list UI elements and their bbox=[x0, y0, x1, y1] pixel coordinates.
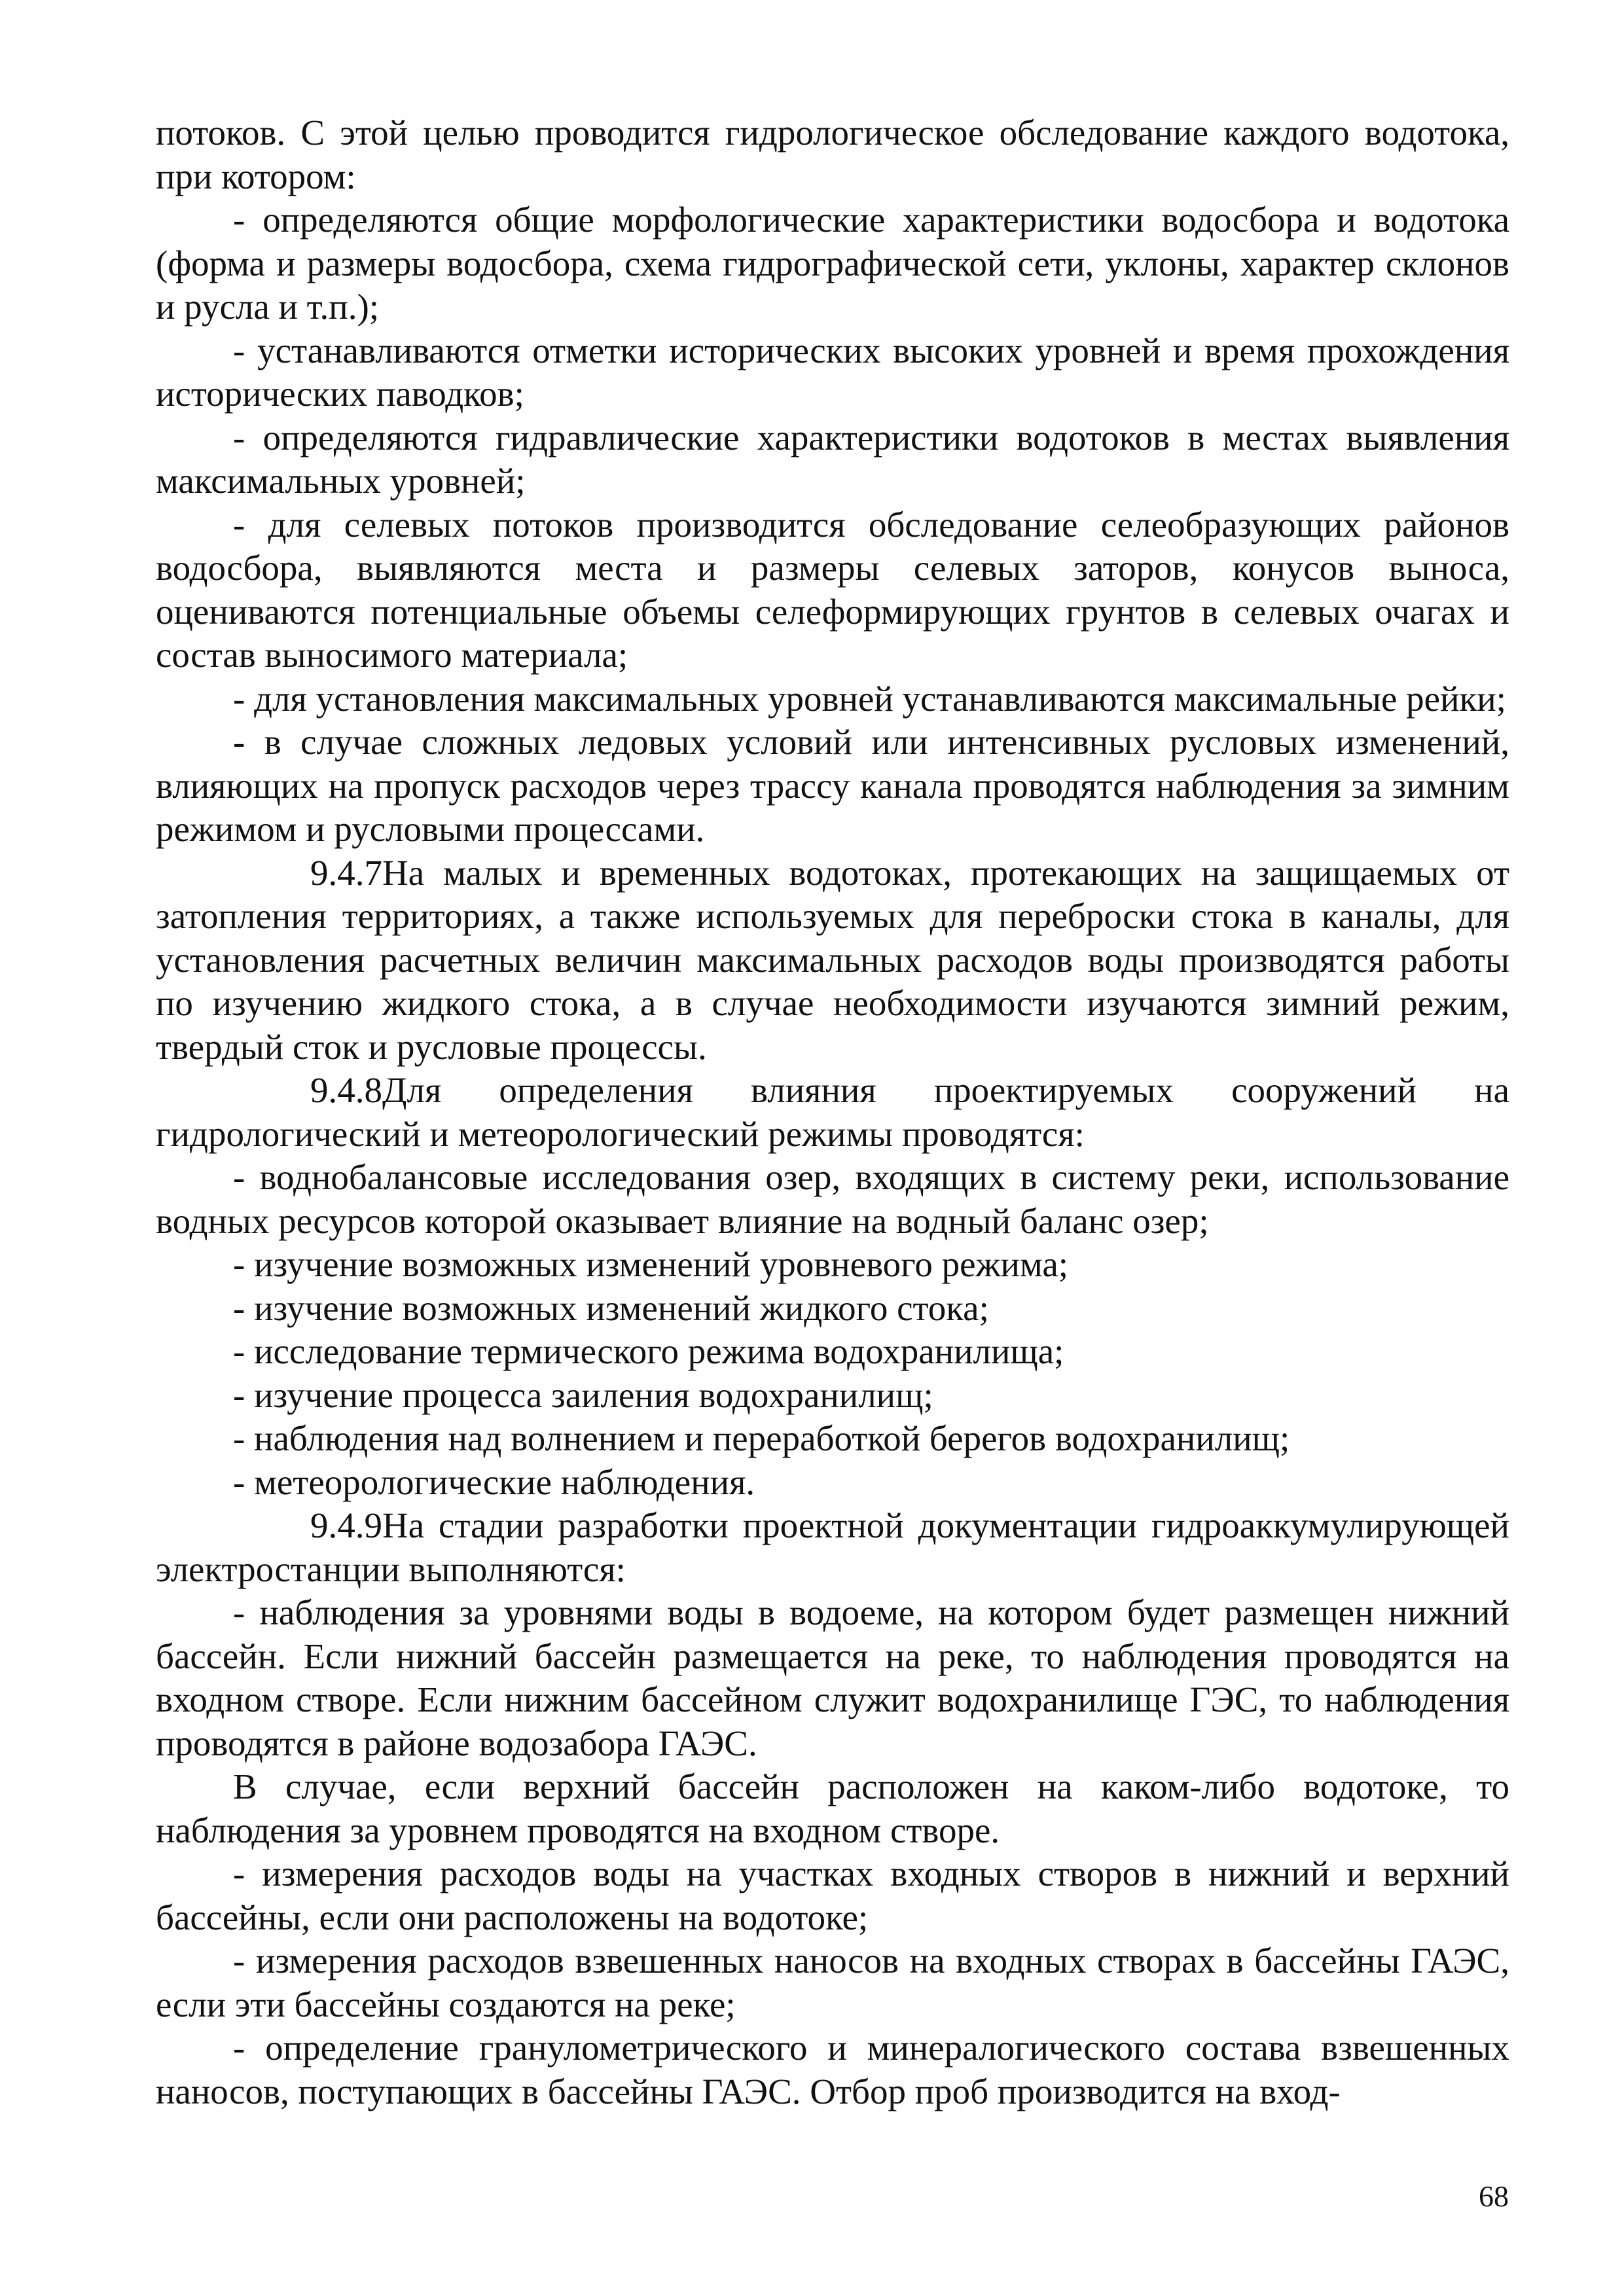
list-item: - исследование термического режима водохранилища; bbox=[233, 1331, 1064, 1371]
list-item: - измерения расходов взвешенных наносов на входных створах в бассейны ГАЭС, если эти бассейны создаются на реке; bbox=[156, 1941, 1509, 2024]
list-item: - определение гранулометрического и минералогического состава взвешенных наносов, поступающих в бассейны ГАЭС. Отбор проб производится на вход- bbox=[156, 2028, 1509, 2111]
numbered-paragraph-9-4-7 bbox=[156, 852, 1509, 1069]
list-item: - устанавливаются отметки исторических высоких уровней и время прохождения исторических паводков; bbox=[156, 330, 1509, 414]
list-item: - метеорологические наблюдения. bbox=[233, 1462, 755, 1502]
list-item: - наблюдения над волнением и переработкой берегов водохранилищ; bbox=[233, 1418, 1290, 1458]
clause-number: 9.4.9 bbox=[310, 1505, 382, 1545]
clause-text: На стадии разработки проектной документации гидроаккумулирующей электростанции выполняются: bbox=[156, 1505, 1509, 1589]
list-item: - изучение возможных изменений жидкого стока; bbox=[233, 1287, 989, 1328]
list-item: - измерения расходов воды на участках входных створов в нижний и верхний бассейны, если они расположены на водотоке; bbox=[156, 1854, 1509, 1937]
list-item: - воднобалансовые исследования озер, входящих в систему реки, использование водных ресурсов которой оказывает влияние на водный баланс озер; bbox=[156, 1157, 1509, 1241]
list-item: - изучение процесса заиления водохранилищ; bbox=[233, 1374, 933, 1415]
list-item: - определяются общие морфологические характеристики водосбора и водотока (форма и размеры водосбора, схема гидрографической сети, уклоны, характер склонов и русла и т.п.); bbox=[156, 200, 1509, 327]
list-item: - в случае сложных ледовых условий или интенсивных русловых изменений, влияющих на пропуск расходов через трассу канала проводятся наблюдения за зимним режимом и русловыми процессами. bbox=[156, 722, 1509, 849]
list-item: - изучение возможных изменений уровневого режима; bbox=[233, 1244, 1069, 1284]
clause-number: 9.4.7 bbox=[310, 852, 382, 893]
list-item: - наблюдения за уровнями воды в водоеме, на котором будет размещен нижний бассейн. Если нижний бассейн размещается на реке, то наблюдения проводятся на входном створе. Если нижним бассейном служит водохранилище ГЭС, то наблюдения проводятся в районе водозабора ГАЭС. bbox=[156, 1592, 1509, 1763]
list-item: - определяются гидравлические характеристики водотоков в местах выявления максимальных уровней; bbox=[156, 417, 1509, 501]
clause-text: На малых и временных водотоках, протекающих на защищаемых от затопления территориях, а также используемых для переброски стока в каналы, для установления расчетных величин максимальных расходов воды производятся работы по изучению жидкого стока, а в случае необходимости изучаются зимний режим, твердый сток и русловые процессы. bbox=[156, 852, 1509, 1067]
list-item: - для установления максимальных уровней устанавливаются максимальные рейки; bbox=[233, 678, 1506, 719]
clause-number: 9.4.8 bbox=[310, 1070, 382, 1110]
numbered-paragraph-9-4-8 bbox=[156, 1069, 1509, 1156]
clause-text: Для определения влияния проектируемых сооружений на гидрологический и метеорологический режимы проводятся: bbox=[156, 1070, 1509, 1154]
page-number: 68 bbox=[1479, 2179, 1509, 2213]
numbered-paragraph-9-4-9 bbox=[156, 1504, 1509, 1591]
paragraph: потоков. С этой целью проводится гидрологическое обследование каждого водотока, при котором: bbox=[156, 113, 1509, 196]
paragraph: В случае, если верхний бассейн расположен на каком-либо водотоке, то наблюдения за уровнем проводятся на входном створе. bbox=[156, 1767, 1509, 1850]
body-text bbox=[156, 111, 1509, 2113]
list-item: - для селевых потоков производится обследование селеобразующих районов водосбора, выявляются места и размеры селевых заторов, конусов выноса, оцениваются потенциальные объемы селеформирующих грунтов в селевых очагах и состав выносимого материала; bbox=[156, 504, 1509, 675]
